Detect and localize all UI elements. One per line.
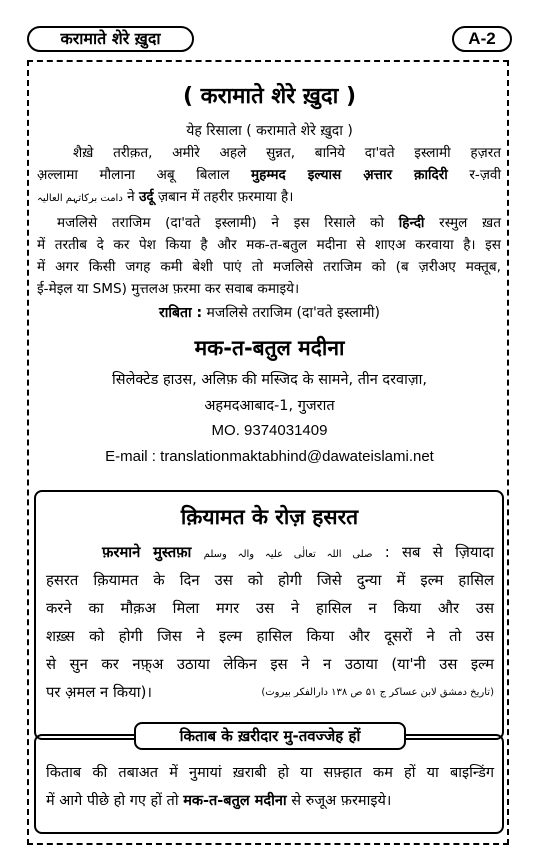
intro-line-3: دامت برکاتہم العالیہ ने उर्दू ज़बान में तहरीर फ़रमाया है। [37, 189, 294, 205]
hadith-line-6: पर अ़मल न किया)। (تاریخ دمشق لابن عساکر ج ۵۱ ص ۱۳۸ دارالفکر بیروت) [46, 680, 494, 706]
book-buyers-title: किताब के ख़रीदार मु-तवज्जेह हों [134, 722, 406, 750]
running-header-title: करामाते शेरे ख़ुदा [27, 26, 194, 52]
contact-line: राबिता : मजलिसे तराजिम (दा'वते इस्लामी) [159, 305, 380, 321]
hadith-title: क़ियामत के रोज़ हसरत [180, 505, 359, 529]
booklet-subtitle: येह रिसाला ( करामाते शेरे ख़ुदा ) [186, 123, 353, 139]
book-buyers-line-2: में आगे पीछे हो गए हों तो मक-त-बतुल मदीना से रुजूअ फ़रमाइये। [46, 793, 392, 809]
honorific-calligraphy: دامت برکاتہم العالیہ [37, 193, 123, 204]
hadith-line-2: हसरत क़ियामत के दिन उस को होगी जिसे दुन्या में इल्म हासिल [46, 572, 494, 589]
translation-line-2: में तरतीब दे कर पेश किया है और मक-त-बतुल मदीना से शाएअ करवाया है। इस [37, 237, 501, 253]
book-buyers-line-1: किताब की तबाअत में नुमायां ख़राबी हो या सफ़्हात कम हों या बाइन्डिंग [46, 765, 494, 781]
hadith-line-4: शख़्स को होगी जिस ने इल्म हासिल किया और दूसरों ने तो उस [46, 628, 494, 645]
intro-line-1: शैख़े तरीक़त, अमीरे अहले सुन्नत, बानिये दा'वते इस्लामी हज़रत [73, 145, 501, 161]
intro-line-2: अ़ल्लामा मौलाना अबू बिलाल मुहम्मद इल्यास अ़त्तार क़ादिरी र-ज़वी [37, 167, 502, 183]
mobile-number: MO. 9374031409 [211, 422, 328, 439]
email-address: E-mail : translationmaktabhind@dawateislami.net [105, 448, 434, 465]
publisher-name: मक-त-बतुल मदीना [194, 336, 345, 360]
salutation-calligraphy: صلی اللہ تعالٰی علیہ والہ وسلم [203, 549, 373, 560]
booklet-title: ( करामाते शेरे ख़ुदा ) [182, 84, 357, 109]
translation-line-4: ई-मेइल या SMS) मुत्तलअ फ़रमा कर सवाब कमाइये। [37, 281, 300, 297]
page-number: A-2 [452, 26, 512, 52]
translation-line-1: मजलिसे तराजिम (दा'वते इस्लामी) ने इस रिसाले को हिन्दी रस्मुल ख़त [57, 215, 501, 231]
hadith-reference: (تاریخ دمشق لابن عساکر ج ۵۱ ص ۱۳۸ دارالفکر بیروت) [261, 687, 494, 698]
translation-line-3: में अगर किसी जगह कमी बेशी पाएं तो मजलिसे तराजिम को (ब ज़रीअए मक्तूब, [37, 259, 501, 275]
hadith-line-3: करने का मौक़अ मिला मगर उस ने हासिल न किया और उस [46, 600, 494, 617]
address-line-2: अहमदआबाद-1, गुजरात [204, 398, 335, 414]
hadith-line-5: से सुन कर नफ़्अ उठाया लेकिन इस ने न उठाया (या'नी उस इल्म [46, 656, 494, 673]
address-line-1: सिलेक्टेड हाउस, अलिफ़ की मस्जिद के सामने, तीन दरवाज़ा, [112, 372, 427, 388]
hadith-line-1: फ़रमाने मुस्तफ़ा صلی اللہ تعالٰی علیہ والہ وسلم : सब से ज़ियादा [102, 544, 494, 561]
